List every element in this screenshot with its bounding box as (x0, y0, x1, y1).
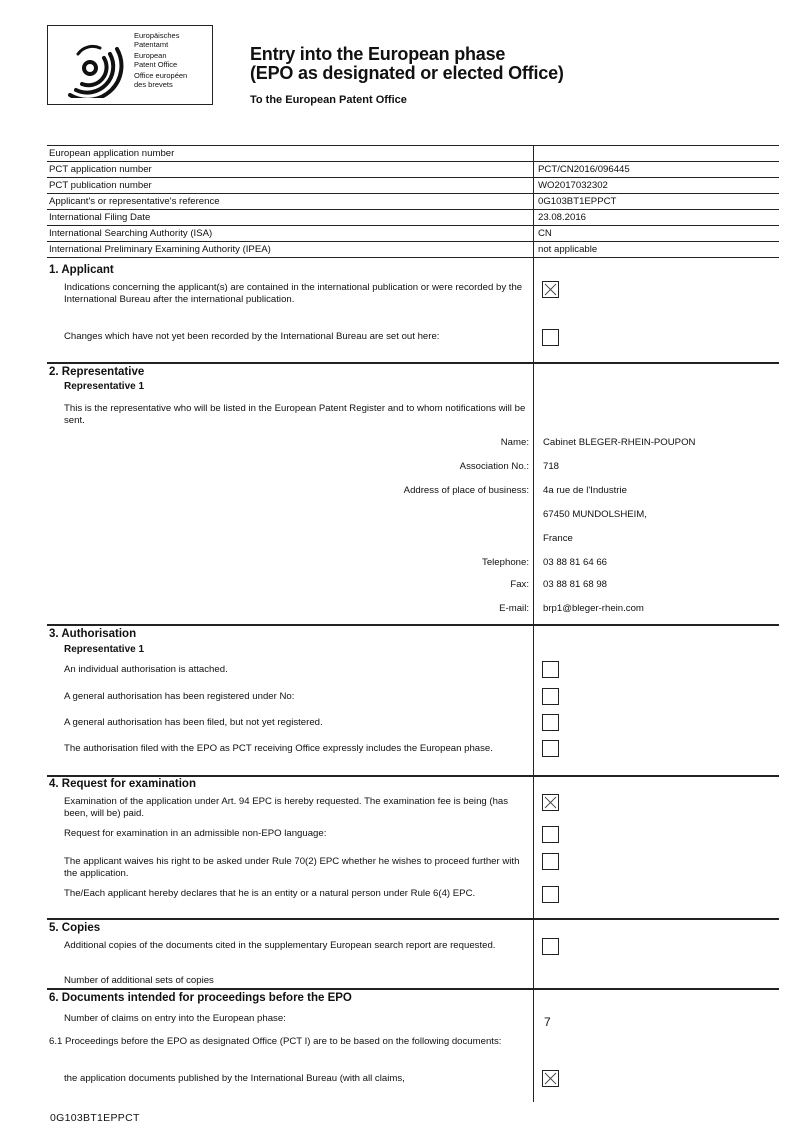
individual-authorisation-text: An individual authorisation is attached. (64, 664, 228, 675)
divider (47, 241, 779, 242)
fax-value: 03 88 81 68 98 (543, 579, 608, 590)
proceedings-text: 6.1 Proceedings before the EPO as designated Office (PCT I) are to be based on the following documents: (49, 1036, 502, 1047)
published-documents-text: the application documents published by the International Bureau (with all claims, (64, 1073, 405, 1084)
language-text: Request for examination in an admissible non-EPO language: (64, 828, 327, 839)
epo-logo (47, 25, 213, 105)
section-divider (47, 988, 779, 990)
checkbox-published-documents[interactable] (542, 1070, 559, 1087)
checkbox-general-filed[interactable] (542, 714, 559, 731)
section-1-title: 1. Applicant (49, 264, 114, 276)
checkbox-changes[interactable] (542, 329, 559, 346)
check-x-icon (543, 1071, 558, 1086)
logo-text (134, 32, 187, 93)
checkbox-individual-authorisation[interactable] (542, 661, 559, 678)
telephone-value: 03 88 81 64 66 (543, 557, 608, 568)
info-value: 23.08.2016 (538, 212, 587, 223)
association-value: 718 (543, 461, 560, 472)
fax-label: Fax: (510, 579, 529, 590)
examination-text: Examination of the application under Art. 94 EPC is hereby requested. The examination fee is being (has been, will be) paid. (64, 796, 509, 819)
email-value: brp1@bleger-rhein.com (543, 603, 644, 614)
address-line-2: 67450 MUNDOLSHEIM, (543, 509, 647, 520)
section-3-title: 3. Authorisation (49, 628, 137, 640)
info-value: WO2017032302 (538, 180, 608, 191)
logo-line: des brevets (134, 79, 173, 89)
info-label: PCT publication number (49, 180, 152, 191)
name-label: Name: (500, 437, 529, 448)
section-1-changes-text: Changes which have not yet been recorded by the International Bureau are set out here: (64, 331, 440, 342)
checkbox-entity[interactable] (542, 886, 559, 903)
page-subtitle: To the European Patent Office (250, 94, 407, 106)
checkbox-language[interactable] (542, 826, 559, 843)
checkbox-indications[interactable] (542, 281, 559, 298)
divider (47, 193, 779, 194)
section-divider (47, 624, 779, 626)
email-label: E-mail: (499, 603, 529, 614)
section-6-title: 6. Documents intended for proceedings before the EPO (49, 992, 352, 1004)
info-label: International Preliminary Examining Authority (IPEA) (49, 244, 271, 255)
title-line-2: (EPO as designated or elected Office) (250, 63, 564, 83)
checkbox-general-registered[interactable] (542, 688, 559, 705)
address-line-1: 4a rue de l'Industrie (543, 485, 627, 496)
info-label: European application number (49, 148, 175, 159)
claims-label: Number of claims on entry into the European phase: (64, 1013, 286, 1024)
logo-line: Office européen (134, 71, 188, 81)
receiving-office-text: The authorisation filed with the EPO as PCT receiving Office expressly includes the European phase. (64, 743, 493, 754)
divider (47, 161, 779, 162)
epo-logo-icon (60, 34, 126, 98)
copies-text: Additional copies of the documents cited in the supplementary European search report are requested. (64, 940, 496, 951)
entry-form (47, 145, 779, 1102)
info-value: CN (538, 228, 552, 239)
divider (47, 257, 779, 258)
info-label: PCT application number (49, 164, 152, 175)
logo-line: European (134, 51, 167, 61)
checkbox-examination[interactable] (542, 794, 559, 811)
checkbox-waive[interactable] (542, 853, 559, 870)
check-x-icon (543, 795, 558, 810)
section-1-indications-text: Indications concerning the applicant(s) are contained in the international publication or were recorded by the International Bureau after the international publication. (64, 282, 523, 305)
section-divider (47, 362, 779, 364)
representative-subtitle: Representative 1 (64, 381, 145, 392)
info-value: PCT/CN2016/096445 (538, 164, 630, 175)
footer-reference: 0G103BT1EPPCT (50, 1112, 140, 1124)
check-x-icon (543, 282, 558, 297)
copies-number-text: Number of additional sets of copies (64, 975, 214, 986)
info-value: not applicable (538, 244, 598, 255)
address-line-3: France (543, 533, 573, 544)
waive-text: The applicant waives his right to be asked under Rule 70(2) EPC whether he wishes to proceed further with the application. (64, 856, 520, 879)
telephone-label: Telephone: (482, 557, 529, 568)
section-4-title: 4. Request for examination (49, 778, 196, 790)
claims-value: 7 (544, 1015, 551, 1029)
general-authorisation-registered-text: A general authorisation has been registered under No: (64, 691, 295, 702)
authorisation-subtitle: Representative 1 (64, 644, 145, 655)
section-divider (47, 775, 779, 777)
divider (47, 177, 779, 178)
section-5-title: 5. Copies (49, 922, 101, 934)
page-title (250, 45, 564, 83)
association-label: Association No.: (459, 461, 529, 472)
checkbox-copies[interactable] (542, 938, 559, 955)
section-2-text: This is the representative who will be listed in the European Patent Register and to whom notifications will be sent. (64, 403, 526, 426)
info-label: International Searching Authority (ISA) (49, 228, 213, 239)
logo-line: Europäisches (134, 31, 180, 40)
checkbox-receiving-office[interactable] (542, 740, 559, 757)
section-2-title: 2. Representative (49, 366, 145, 378)
info-label: Applicant's or representative's reference (49, 196, 220, 207)
general-authorisation-filed-text: A general authorisation has been filed, but not yet registered. (64, 717, 323, 728)
entity-text: The/Each applicant hereby declares that he is an entity or a natural person under Rule 6(4) EPC. (64, 888, 476, 899)
logo-line: Patentamt (134, 39, 169, 49)
section-divider (47, 918, 779, 920)
divider (47, 209, 779, 210)
title-line-1: Entry into the European phase (250, 44, 506, 64)
info-value: 0G103BT1EPPCT (538, 196, 617, 207)
name-value: Cabinet BLEGER-RHEIN-POUPON (543, 437, 696, 448)
divider (47, 225, 779, 226)
info-label: International Filing Date (49, 212, 151, 223)
logo-line: Patent Office (134, 59, 178, 69)
address-label: Address of place of business: (403, 485, 529, 496)
divider (47, 145, 779, 146)
